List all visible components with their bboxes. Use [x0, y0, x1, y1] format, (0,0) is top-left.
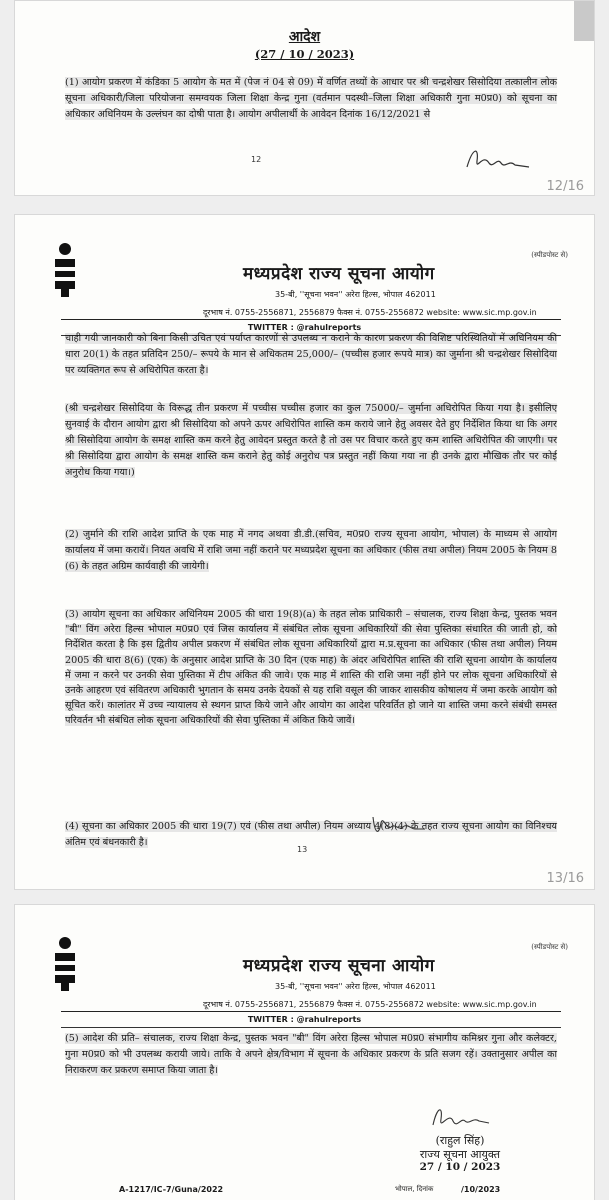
page-indicator: 13/16	[546, 871, 584, 886]
paragraph-2	[65, 527, 557, 575]
paragraph-3	[65, 607, 557, 729]
commission-address: 35-बी, ''सूचना भवन'' अरेरा हिल्स, भोपाल 462011	[275, 982, 436, 991]
commission-contact: दूरभाष नं. 0755-2556871, 2556879 फैक्स नं. 0755-2556872 website: www.sic.mp.gov.in	[203, 308, 537, 317]
signatory-title: राज्य सूचना आयुक्त	[419, 1148, 501, 1161]
speedpost-tag: (स्पीडपोस्ट से)	[531, 943, 568, 951]
commission-address: 35-बी, ''सूचना भवन'' अरेरा हिल्स, भोपाल 462011	[275, 290, 436, 299]
document-page-13	[14, 214, 595, 890]
commission-title: मध्यप्रदेश राज्य सूचना आयोग	[243, 264, 435, 284]
signature-mark	[429, 1101, 493, 1135]
header-divider-2	[61, 1027, 561, 1028]
order-heading: आदेश	[288, 29, 321, 45]
place-date-label: भोपाल, दिनांक	[395, 1185, 434, 1193]
signatory-date: 27 / 10 / 2023	[419, 1161, 501, 1173]
signature-mark	[463, 141, 533, 181]
twitter-handle: TWITTER : @rahulreports	[247, 1015, 362, 1024]
paragraph-note-text: (श्री चन्द्रशेखर सिसोदिया के विरूद्ध तीन प्रकरण में पच्चीस पच्चीस हजार का कुल 75000/– जुर्माना अधिरोपित किया गया है। इसीलिए सुनवाई के दौरान आयोग द्वारा श्री सिसोदिया को अपने ऊपर अधिरोपित शास्ति कम कराये जाने हेतु अवसर देते हुए निर्देशित किया था कि अगर श्री सिसोदिया आयोग के समक्ष शास्ति कम करने हेतु आवेदन प्रस्तुत करते है तो उस पर विचार करते हुए कम शास्ति अधिरोपित की जाएगी। पर श्री सिसोदिया द्वारा आयोग के समक्ष शास्ति कम कराने हेतु कोई अनुरोध पत्र प्रस्तुत नहीं किया गया ना ही उनके द्वारा मौखिक तौर पर कोई अनुरोध किया गया।)	[65, 403, 557, 478]
commission-title: मध्यप्रदेश राज्य सूचना आयोग	[243, 956, 435, 976]
speedpost-tag: (स्पीडपोस्ट से)	[531, 251, 568, 259]
document-page-12	[14, 0, 595, 196]
page-indicator: 12/16	[546, 179, 584, 194]
case-number: A-1217/IC-7/Guna/2022	[119, 1185, 224, 1194]
signature	[463, 141, 533, 181]
page-number: 13	[297, 845, 308, 854]
paragraph-1	[65, 75, 557, 123]
commission-contact: दूरभाष नं. 0755-2556871, 2556879 फैक्स नं. 0755-2556872 website: www.sic.mp.gov.in	[203, 1000, 537, 1009]
commission-emblem-icon	[51, 241, 81, 311]
place-date-value: /10/2023	[461, 1185, 501, 1194]
commission-emblem-icon	[51, 935, 81, 1005]
paragraph-5-text: (5) आदेश की प्रति– संचालक, राज्य शिक्षा केन्द्र, पुस्तक भवन "बी" विंग अरेरा हिल्स भोपाल म0प्र0 संभागीय कमिश्नर गुना और कलेक्टर, गुना म0प्र0 को भी उपलब्ध करायी जाये। ताकि वे अपने क्षेत्र/विभाग में सूचना के अधिकार प्रकरण के प्रति सजग रहें। उक्तानुसार अपील का निराकरण कर प्रकरण समाप्त किया जाता है।	[65, 1033, 557, 1076]
paragraph-3-text: (3) आयोग सूचना का अधिकार अधिनियम 2005 की धारा 19(8)(a) के तहत लोक प्राधिकारी – संचालक, राज्य शिक्षा केन्द्र, पुस्तक भवन "बी" विंग अरेरा हिल्स भोपाल म0प्र0 एवं जिस कार्यालय में संबंधित लोक सूचना अधिकारियों की सेवा पुस्तिका संधारित की जाती हो, को निर्देशित करता है कि इस द्वितीय अपील प्रकरण में संबंधित लोक सूचना अधिकारियों द्वारा म.प्र.सूचना का अधिकार (फीस तथा अपील) नियम 2005 की धारा 8(6) (एक) के अनुसार आदेश प्राप्ति के 30 दिन (एक माह) के अंदर अधिरोपित शास्ति की राशि सूचना आयोग के कार्यालय में जमा न करने पर उनकी सेवा पुस्तिका में टीप अंकित की जावे। एक माह में शास्ति की राशि जमा नहीं होने पर लोक सूचना अधिकारियों से उनके आहरण एवं संवितरण अधिकारी भुगतान के समय उनके देयकों से यह राशि वसूल की जाकर शासकीय कोषालय में जमा करके आयोग को सूचित करें। कालांतर में उच्च न्यायालय से स्थगन प्राप्त किये जाने और आयोग का आदेश परिवर्तित हो जाने या शास्ति जमा करने संबंधी समस्त परिवर्तन भी संबंधित लोक सूचना अधिकारियों की सेवा पुस्तिका में अंकित किये जावें।	[65, 609, 557, 727]
paragraph-4	[65, 819, 557, 851]
signature-mark	[369, 807, 429, 841]
signatory-name: (राहुल सिंह)	[435, 1134, 485, 1147]
paragraph-note	[65, 401, 557, 481]
paragraph-1-text: (1) आयोग प्रकरण में कंडिका 5 आयोग के मत में (पेज नं 04 से 09) में वर्णित तथ्यों के आधार पर श्री चन्द्रशेखर सिसोदिया तत्कालीन लोक सूचना अधिकारी/जिला परियोजना समग्वयक जिला शिक्षा केन्द्र गुना (वर्तमान पदस्थी–जिला शिक्षा अधिकारी गुना म0प्र0) को सूचना का अधिकार अधिनियम के उल्लंघन का दोषी पाता है। आयोग अपीलार्थी के आवेदन दिनांक 16/12/2021 से	[65, 77, 557, 120]
paragraph-2-text: (2) जुर्माने की राशि आदेश प्राप्ति के एक माह में नगद अथवा डी.डी.(सचिव, म0प्र0 राज्य सूचना आयोग, भोपाल) के माध्यम से आयोग कार्यालय में जमा करायें। नियत अवधि में राशि जमा नहीं कराने पर मध्यप्रदेश सूचना का अधिकार (फीस तथा अपील) नियम 2005 के नियम 8 (6) के तहत अग्रिम कार्यवाही की जायेगी।	[65, 529, 557, 572]
paragraph-5	[65, 1031, 557, 1079]
order-date: (27 / 10 / 2023)	[254, 47, 355, 61]
page-number: 12	[251, 155, 262, 164]
header-divider	[61, 319, 561, 320]
twitter-handle: TWITTER : @rahulreports	[247, 323, 362, 332]
paragraph-penalty-text: चाही गयी जानकारी को बिना किसी उचित एवं पर्याप्त कारणों से उपलब्ध न कराने के कारण प्रकरण की विशिष्ट परिस्थितियों में अधिनियम की धारा 20(1) के तहत प्रतिदिन 250/– रूपये के मान से अधिकतम 25,000/– (पच्चीस हजार रूपये मात्र) का जुर्माना श्री चन्द्रशेखर सिसोदिया पर व्यक्तिगत रूप से अधिरोपित करता है।	[65, 333, 557, 376]
document-page-14	[14, 904, 595, 1200]
paragraph-4-text: (4) सूचना का अधिकार 2005 की धारा 19(7) एवं (फीस तथा अपील) नियम अध्याय 4(8)(4) के तहत राज्य सूचना आयोग का विनिश्चय अंतिम एवं बंधनकारी है।	[65, 821, 557, 848]
signature	[369, 807, 429, 841]
paragraph-penalty	[65, 331, 557, 379]
signature	[429, 1101, 493, 1135]
header-divider	[61, 1011, 561, 1012]
